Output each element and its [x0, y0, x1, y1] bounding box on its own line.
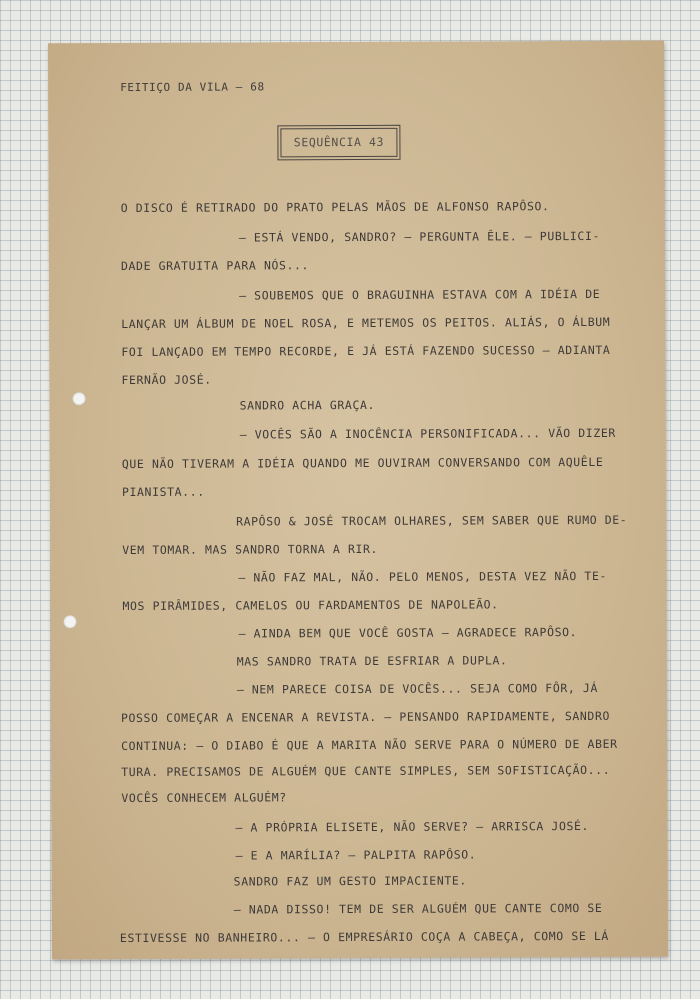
text-line: — AINDA BEM QUE VOCÊ GOSTA — AGRADECE RAPÔSO.: [238, 625, 578, 641]
punch-hole-bottom: [64, 615, 77, 628]
text-line: RAPÔSO & JOSÉ TROCAM OLHARES, SEM SABER QUE RUMO DE-: [236, 512, 628, 529]
sequence-heading-box: [280, 128, 397, 158]
text-line: VOCÊS CONHECEM ALGUÉM?: [121, 790, 287, 806]
text-line: CONTINUA: — O DIABO É QUE A MARITA NÃO SERVE PARA O NÚMERO DE ABER: [121, 736, 618, 754]
punch-hole-top: [73, 392, 86, 405]
text-line: FOI LANÇADO EM TEMPO RECORDE, E JÁ ESTÁ FAZENDO SUCESSO — ADIANTA: [121, 342, 611, 360]
text-line: MAS SANDRO TRATA DE ESFRIAR A DUPLA.: [236, 653, 508, 669]
text-line: — NADA DISSO! TEM DE SER ALGUÉM QUE CANTE COMO SE: [233, 900, 603, 917]
text-line: — NÃO FAZ MAL, NÃO. PELO MENOS, DESTA VEZ NÃO TE-: [238, 568, 608, 585]
text-line: O DISCO É RETIRADO DO PRATO PELAS MÃOS DE ALFONSO RAPÔSO.: [120, 199, 550, 216]
text-line: QUE NÃO TIVERAM A IDÉIA QUANDO ME OUVIRAM CONVERSANDO COM AQUÊLE: [121, 454, 604, 472]
text-line: DADE GRATUITA PARA NÓS...: [120, 258, 310, 274]
sequence-heading: SEQUÊNCIA 43: [293, 134, 385, 150]
page-header: FEITIÇO DA VILA — 68: [120, 80, 265, 95]
text-line: FERNÃO JOSÉ.: [121, 372, 212, 388]
typewritten-page: [48, 41, 668, 960]
text-line: LANÇAR UM ÁLBUM DE NOEL ROSA, E METEMOS OS PEITOS. ALIÁS, O ÁLBUM: [121, 314, 611, 332]
text-line: TURA. PRECISAMOS DE ALGUÉM QUE CANTE SIMPLES, SEM SOFISTICAÇÃO...: [121, 762, 611, 780]
text-line: — SOUBEMOS QUE O BRAGUINHA ESTAVA COM A IDÉIA DE: [239, 286, 601, 303]
text-line: — A PRÓPRIA ELISETE, NÃO SERVE? — ARRISCA JOSÉ.: [235, 818, 590, 835]
text-line: ESTIVESSE NO BANHEIRO... — O EMPRESÁRIO COÇA A CABEÇA, COMO SE LÁ: [119, 928, 609, 946]
text-line: — E A MARÍLIA? — PALPITA RAPÔSO.: [235, 847, 477, 863]
text-line: SANDRO ACHA GRAÇA.: [239, 397, 376, 413]
text-line: POSSO COMEÇAR A ENCENAR A REVISTA. — PENSANDO RAPIDAMENTE, SANDRO: [120, 708, 611, 726]
text-line: SANDRO FAZ UM GESTO IMPACIENTE.: [233, 873, 467, 889]
text-line: — NEM PARECE COISA DE VOCÊS... SEJA COMO FÔR, JÁ: [236, 680, 598, 697]
text-line: VEM TOMAR. MAS SANDRO TORNA A RIR.: [122, 541, 379, 558]
text-line: — ESTÁ VENDO, SANDRO? — PERGUNTA ÊLE. — PUBLICI-: [238, 228, 601, 245]
text-line: — VOCÊS SÃO A INOCÊNCIA PERSONIFICADA... VÃO DIZER: [239, 425, 616, 442]
text-line: MOS PIRÂMIDES, CAMELOS OU FARDAMENTOS DE NAPOLEÃO.: [122, 597, 499, 614]
text-line: PIANISTA...: [121, 484, 205, 500]
